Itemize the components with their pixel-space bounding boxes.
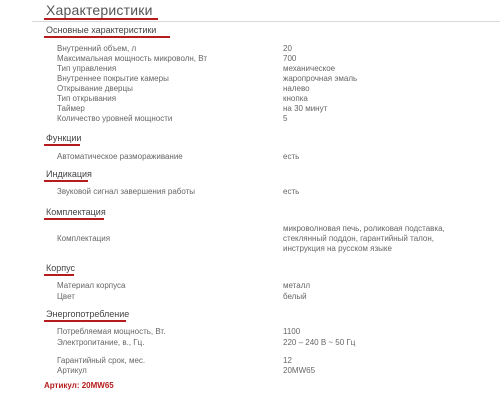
section-heading-functions: Функции	[46, 133, 82, 143]
page-title-underline	[44, 18, 158, 20]
spec-label: Электропитание, в., Гц.	[57, 338, 145, 347]
title-divider	[32, 21, 500, 22]
spec-value: кнопка	[283, 94, 308, 103]
spec-label: Тип управления	[57, 64, 117, 73]
section-heading-package: Комплектация	[46, 207, 106, 217]
spec-label: Внутренний объем, л	[57, 44, 137, 53]
section-underline	[44, 144, 80, 146]
spec-value: белый	[283, 292, 307, 301]
spec-label: Комплектация	[57, 234, 111, 243]
spec-label: Таймер	[57, 104, 85, 113]
spec-value: 220 – 240 В ~ 50 Гц	[283, 338, 356, 347]
section-underline	[44, 274, 74, 276]
spec-label: Автоматическое размораживание	[57, 152, 183, 161]
page-title: Характеристики	[46, 2, 153, 18]
section-heading-main: Основные характеристики	[46, 25, 157, 35]
section-heading-indication: Индикация	[46, 169, 92, 179]
spec-value: налево	[283, 84, 310, 93]
section-heading-body: Корпус	[46, 263, 76, 273]
spec-value: 5	[283, 114, 288, 123]
article-number: Артикул: 20MW65	[44, 381, 114, 390]
spec-label: Гарантийный срок, мес.	[57, 356, 146, 365]
spec-value: жаропрочная эмаль	[283, 74, 358, 83]
spec-value: микроволновая печь, роликовая подставка, стеклянный поддон, гарантийный талон, инструкция на русском языке	[283, 224, 445, 253]
spec-label: Потребляемая мощность, Вт.	[57, 327, 166, 336]
section-underline	[44, 36, 170, 38]
spec-label: Открывание дверцы	[57, 84, 133, 93]
spec-value: механическое	[283, 64, 336, 73]
spec-value: 20	[283, 44, 292, 53]
spec-label: Артикул	[57, 366, 87, 375]
spec-label: Звуковой сигнал завершения работы	[57, 187, 196, 196]
section-underline	[44, 218, 104, 220]
spec-label: Количество уровней мощности	[57, 114, 173, 123]
spec-label: Внутреннее покрытие камеры	[57, 74, 169, 83]
spec-label: Максимальная мощность микроволн, Вт	[57, 54, 207, 63]
spec-label: Тип открывания	[57, 94, 117, 103]
spec-value: на 30 минут	[283, 104, 328, 113]
spec-value: металл	[283, 281, 311, 290]
section-heading-energy: Энергопотребление	[46, 309, 130, 319]
spec-value: 1100	[283, 327, 301, 336]
spec-value: 12	[283, 356, 292, 365]
section-underline	[44, 320, 126, 322]
spec-value: 700	[283, 54, 297, 63]
section-underline	[44, 180, 88, 182]
spec-label: Материал корпуса	[57, 281, 126, 290]
spec-value: 20MW65	[283, 366, 316, 375]
spec-value: есть	[283, 152, 300, 161]
spec-value: есть	[283, 187, 300, 196]
spec-label: Цвет	[57, 292, 75, 301]
